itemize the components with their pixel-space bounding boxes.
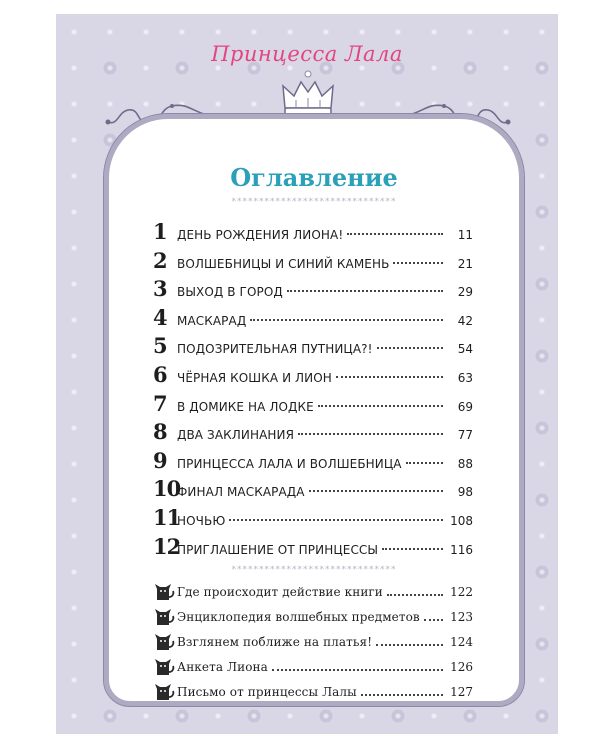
toc-chapter-row [153,476,473,505]
chapter-title: МАСКАРАД [177,313,247,328]
chapter-number: 1 [153,219,167,244]
cat-icon [153,583,177,601]
toc-chapter-row [153,305,473,334]
chapter-page-number: 77 [457,428,473,443]
star-divider-top: ****************************** [231,197,397,207]
chapter-title: НОЧЬЮ [177,513,226,528]
chapter-title: ФИНАЛ МАСКАРАДА [177,485,305,500]
chapter-title: ВЫХОД В ГОРОД [177,285,283,300]
toc-chapter-row [153,276,473,305]
toc-chapter-row [153,362,473,391]
chapter-title: ПОДОЗРИТЕЛЬНАЯ ПУТНИЦА?! [177,342,373,357]
toc-extra-row [153,679,473,704]
toc-extra-row [153,654,473,679]
dot-leader [377,347,443,349]
chapter-page-number: 69 [457,399,473,414]
dot-leader [318,405,443,407]
dot-leader [287,290,443,292]
chapter-page-number: 21 [457,256,473,271]
chapter-title: ЧЁРНАЯ КОШКА И ЛИОН [177,370,332,385]
toc-chapter-row [153,391,473,420]
cat-icon [153,683,177,701]
dot-leader [347,233,443,235]
dot-leader [382,548,443,550]
series-title: Принцесса Лала [211,42,403,66]
toc-chapter-row [153,448,473,477]
chapter-page-number: 88 [457,456,473,471]
dot-leader [393,262,443,264]
extra-page-number: 127 [450,684,473,699]
cat-icon [153,633,177,651]
chapter-title: ДВА ЗАКЛИНАНИЯ [177,428,295,443]
dot-leader [424,619,443,621]
chapter-title: ДЕНЬ РОЖДЕНИЯ ЛИОНА! [177,228,344,242]
chapter-number: 10 [153,476,181,502]
cat-icon [153,658,177,676]
toc-chapter-row [153,534,473,563]
chapter-number: 12 [153,533,181,559]
dot-leader [376,644,443,646]
extra-title: Энциклопедия волшебных предметов [177,610,420,625]
toc-panel [104,114,524,706]
extra-page-number: 123 [450,610,473,625]
extra-title: Письмо от принцессы Лалы [177,684,357,699]
toc-extra-row [153,605,473,630]
chapter-page-number: 42 [457,313,473,328]
dot-leader [250,319,443,321]
chapter-page-number: 11 [457,228,473,242]
extra-title: Где происходит действие книги [177,585,383,600]
chapter-page-number: 108 [450,513,473,528]
toc-chapter-row [153,333,473,362]
chapter-list [153,219,473,562]
extra-page-number: 122 [450,585,473,600]
toc-chapter-row [153,419,473,448]
toc-chapter-row [153,248,473,277]
chapter-page-number: 29 [457,285,473,300]
chapter-page-number: 54 [457,342,473,357]
toc-chapter-row [153,505,473,534]
toc-chapter-row [153,219,473,248]
toc-extra-row [153,630,473,655]
dot-leader [387,594,443,596]
chapter-number: 4 [153,304,167,330]
chapter-title: В ДОМИКЕ НА ЛОДКЕ [177,399,314,414]
extra-title: Анкета Лиона [177,659,268,674]
chapter-number: 6 [153,361,167,387]
chapter-page-number: 98 [457,485,473,500]
chapter-number: 2 [153,247,167,273]
toc-extra-row [153,580,473,605]
book-page [56,14,558,734]
chapter-title: ВОЛШЕБНИЦЫ И СИНИЙ КАМЕНЬ [177,256,390,271]
chapter-number: 5 [153,333,167,359]
dot-leader [229,519,443,521]
dot-leader [272,669,443,671]
chapter-title: ПРИНЦЕССА ЛАЛА И ВОЛШЕБНИЦА [177,456,402,471]
chapter-title: ПРИГЛАШЕНИЕ ОТ ПРИНЦЕССЫ [177,542,379,557]
chapter-page-number: 116 [450,542,473,557]
chapter-number: 9 [153,447,167,473]
chapter-number: 7 [153,390,167,416]
chapter-number: 11 [153,504,181,530]
extra-page-number: 126 [450,659,473,674]
dot-leader [298,433,443,435]
chapter-number: 3 [153,276,167,302]
dot-leader [336,376,443,378]
dot-leader [309,490,443,492]
chapter-number: 8 [153,419,167,445]
dot-leader [406,462,443,464]
star-divider-middle: ****************************** [231,565,397,575]
dot-leader [361,694,443,696]
chapter-page-number: 63 [457,370,473,385]
extra-title: Взглянем поближе на платья! [177,634,373,649]
cat-icon [153,608,177,626]
extras-list [153,580,473,704]
toc-title: Оглавление [230,163,398,192]
extra-page-number: 124 [450,634,473,649]
crown-icon [279,70,337,120]
